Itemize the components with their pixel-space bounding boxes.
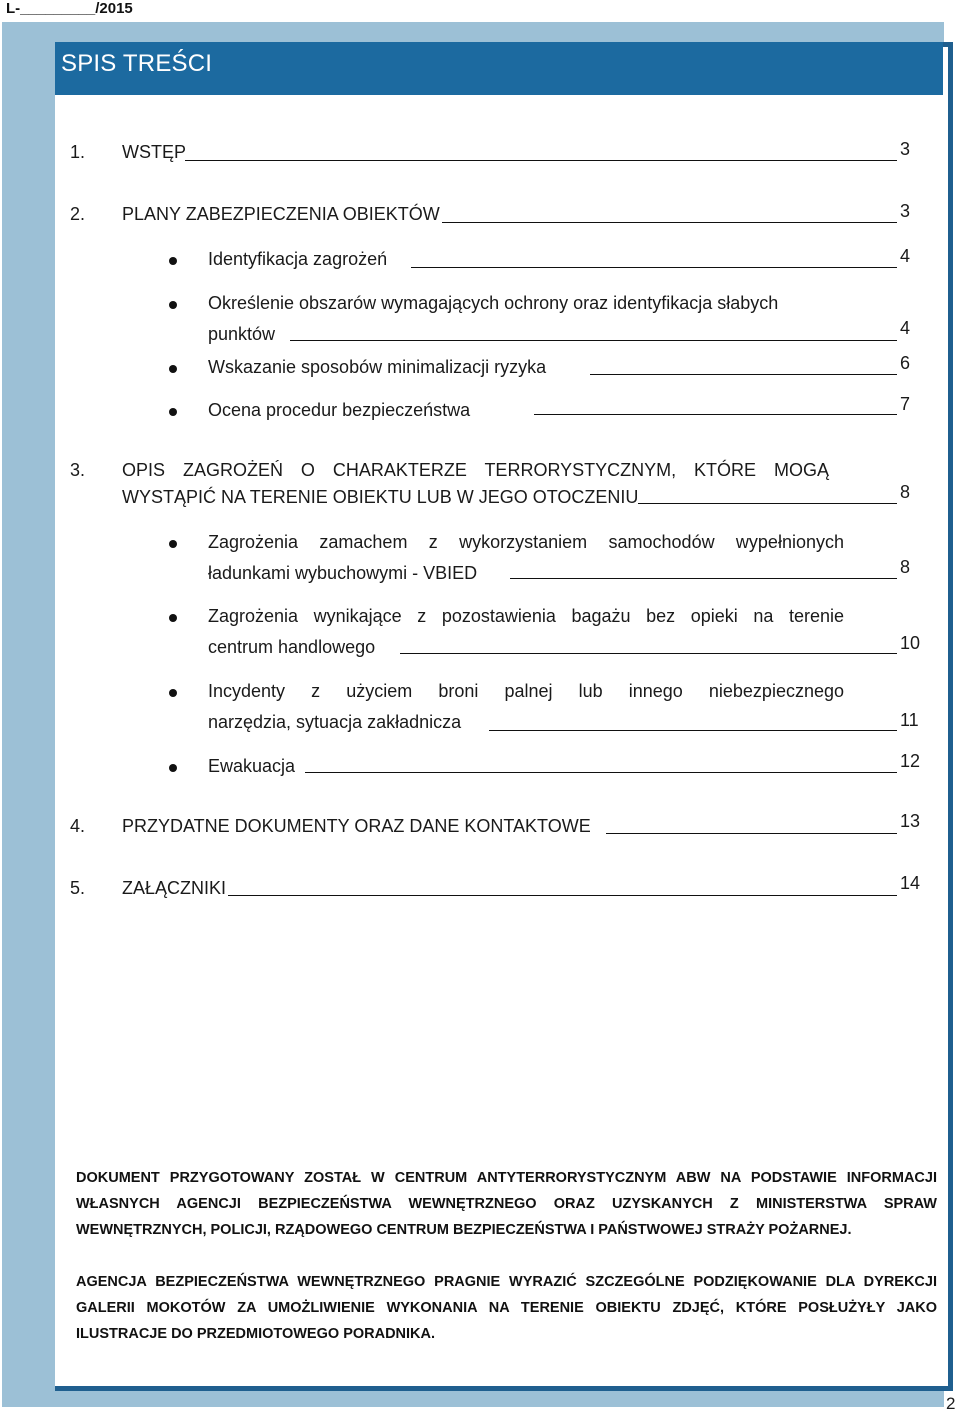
toc-label-line2: centrum handlowego — [208, 637, 376, 657]
toc-label-line1: OPIS ZAGROŻEŃ O CHARAKTERZE TERRORYSTYCZNYM, KTÓRE MOGĄ — [122, 460, 829, 480]
footer-note-line: AGENCJA BEZPIECZEŃSTWA WEWNĘTRZNEGO PRAGNIE WYRAZIĆ SZCZEGÓLNE PODZIĘKOWANIE DLA DYREKCJI — [76, 1274, 937, 1290]
bullet-icon — [169, 689, 177, 697]
toc-page: 8 — [900, 557, 911, 577]
toc-label: PRZYDATNE DOKUMENTY ORAZ DANE KONTAKTOWE — [122, 816, 591, 836]
toc-number: 5. — [70, 878, 86, 898]
leader-line — [638, 503, 897, 504]
bullet-icon — [169, 365, 177, 373]
toc-label: ZAŁĄCZNIKI — [122, 878, 227, 898]
header-bar — [55, 42, 943, 95]
footer-note-line: WEWNĘTRZNYCH, POLICJI, RZĄDOWEGO CENTRUM BEZPIECZEŃSTWA I PAŃSTWOWEJ STRAŻY POŻARNEJ. — [76, 1222, 852, 1238]
toc-subitem[interactable] — [0, 681, 960, 733]
page-number: 2 — [946, 1394, 956, 1413]
toc-subitem[interactable] — [0, 532, 960, 584]
toc-subitem[interactable] — [0, 606, 960, 658]
toc-label-line1: Zagrożenia zamachem z wykorzystaniem samochodów wypełnionych — [208, 532, 844, 552]
toc-label: PLANY ZABEZPIECZENIA OBIEKTÓW — [122, 204, 440, 224]
toc-page: 7 — [900, 394, 911, 414]
leader-line — [185, 160, 897, 161]
leader-line — [228, 895, 897, 896]
bullet-icon — [169, 257, 177, 265]
toc-label-line2: WYSTĄPIĆ NA TERENIE OBIEKTU LUB W JEGO OTOCZENIU — [122, 487, 639, 507]
toc-number: 1. — [70, 142, 86, 162]
footer-note-line: GALERII MOKOTÓW ZA UMOŻLIWIENIE WYKONANIA NA TERENIE OBIEKTU ZDJĘĆ, KTÓRE POSŁUŻYŁY JAKO — [76, 1300, 937, 1316]
footer-note-2 — [76, 1269, 937, 1347]
toc-page: 11 — [900, 710, 919, 730]
toc-subitem[interactable] — [0, 353, 960, 387]
toc-label: WSTĘP — [122, 142, 187, 162]
toc-label-line2: narzędzia, sytuacja zakładnicza — [208, 712, 462, 732]
toc-label-line2: punktów — [208, 324, 276, 344]
toc-item-5[interactable] — [0, 873, 960, 908]
leader-line — [534, 414, 897, 415]
toc-label-line1: Określenie obszarów wymagających ochrony oraz identyfikacja słabych — [208, 293, 779, 313]
footer-note-line: ILUSTRACJE DO PRZEDMIOTOWEGO PORADNIKA. — [76, 1326, 436, 1342]
toc-page: 8 — [900, 482, 911, 502]
toc-number: 2. — [70, 204, 86, 224]
toc-label: Identyfikacja zagrożeń — [208, 249, 388, 269]
footer-note-line: WŁASNYCH AGENCJI BEZPIECZEŃSTWA WEWNĘTRZNEGO ORAZ UZYSKANYCH Z MINISTERSTWA SPRAW — [76, 1196, 937, 1212]
toc-item-3[interactable] — [0, 460, 960, 512]
leader-line — [411, 267, 897, 268]
toc-page: 3 — [900, 201, 911, 221]
footer-note-line: DOKUMENT PRZYGOTOWANY ZOSTAŁ W CENTRUM ANTYTERRORYSTYCZNYM ABW NA PODSTAWIE INFORMACJI — [76, 1170, 937, 1186]
toc-item-2[interactable] — [0, 201, 960, 234]
toc-page: 4 — [900, 318, 911, 338]
bullet-icon — [169, 540, 177, 548]
leader-line — [510, 578, 897, 579]
leader-line — [442, 222, 897, 223]
leader-line — [305, 772, 897, 773]
toc-subitem[interactable] — [0, 394, 960, 430]
toc-page: 12 — [900, 751, 921, 771]
toc-subitem[interactable] — [0, 293, 960, 345]
toc-label: Ewakuacja — [208, 756, 296, 776]
toc-label: Ocena procedur bezpieczeństwa — [208, 400, 471, 420]
leader-line — [606, 833, 897, 834]
toc-number: 3. — [70, 460, 86, 480]
leader-line — [489, 730, 897, 731]
bullet-icon — [169, 301, 177, 309]
toc-number: 4. — [70, 816, 86, 836]
toc-page: 6 — [900, 353, 911, 373]
footer-note-1 — [76, 1165, 937, 1243]
toc-page: 10 — [900, 633, 921, 653]
toc-label: Wskazanie sposobów minimalizacji ryzyka — [208, 357, 547, 377]
bullet-icon — [169, 764, 177, 772]
toc-subitem[interactable] — [0, 751, 960, 786]
leader-line — [400, 653, 897, 654]
toc-page: 4 — [900, 246, 911, 266]
toc-page: 13 — [900, 811, 921, 831]
document-reference: L-_________/2015 — [6, 0, 133, 17]
toc-page: 3 — [900, 139, 911, 159]
toc-item-4[interactable] — [0, 811, 960, 846]
bullet-icon — [169, 408, 177, 416]
toc-item-1[interactable] — [0, 139, 960, 172]
leader-line — [590, 374, 897, 375]
toc-label-line2: ładunkami wybuchowymi - VBIED — [208, 563, 478, 583]
toc-label-line1: Zagrożenia wynikające z pozostawienia bagażu bez opieki na terenie — [208, 606, 844, 626]
bullet-icon — [169, 614, 177, 622]
page-title: SPIS TREŚCI — [61, 50, 213, 77]
leader-line — [290, 340, 897, 341]
toc-subitem[interactable] — [0, 246, 960, 279]
toc-label-line1: Incydenty z użyciem broni palnej lub innego niebezpiecznego — [208, 681, 844, 701]
toc-page: 14 — [900, 873, 921, 893]
